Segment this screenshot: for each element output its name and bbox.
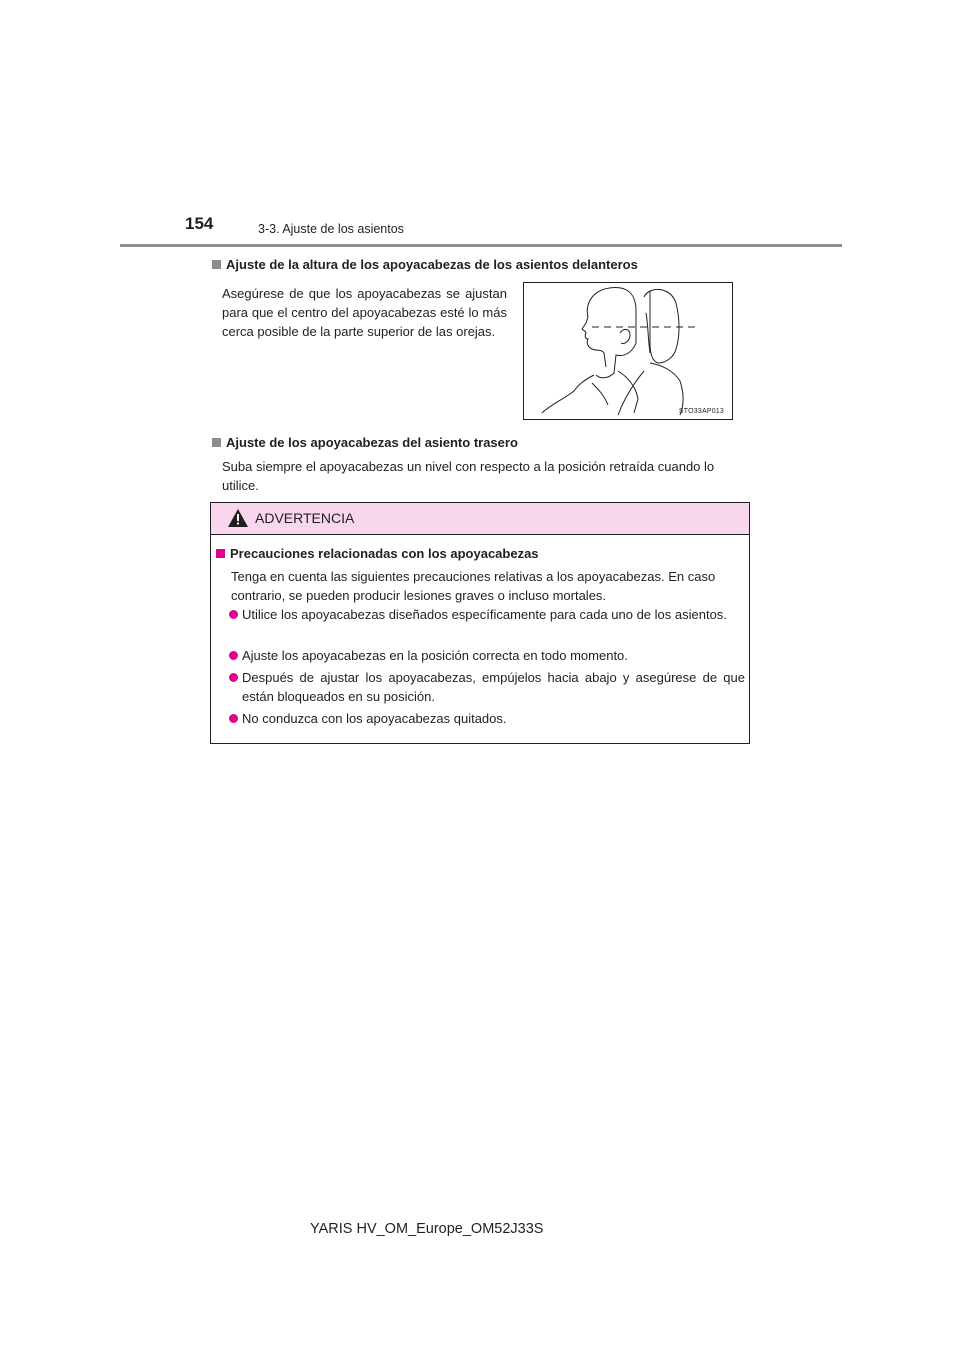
page-number: 154 [185,214,214,233]
square-bullet-icon [212,260,221,269]
warning-title: ADVERTENCIA [255,510,355,526]
warning-header [211,503,749,535]
section-title: 3-3. Ajuste de los asientos [258,222,404,236]
warning-triangle-icon [228,509,248,527]
circle-bullet-icon [229,673,238,682]
figure-code: STO33AP013 [678,408,724,415]
section-heading-front [212,257,638,272]
warning-bullet [229,668,745,706]
section-body-rear: Suba siempre el apoyacabezas un nivel con respecto a la posición retraída cuando lo utilice. [222,459,715,493]
header-divider [120,244,842,247]
section-heading-rear-text: Ajuste de los apoyacabezas del asiento trasero [226,435,518,450]
section-heading-front-text: Ajuste de la altura de los apoyacabezas de los asientos delanteros [226,257,638,272]
footer-doc-id: YARIS HV_OM_Europe_OM52J33S [310,1221,544,1237]
warning-bullet-text: No conduzca con los apoyacabezas quitados. [242,711,507,726]
square-bullet-icon [212,438,221,447]
warning-bullet-text: Después de ajustar los apoyacabezas, empújelos hacia abajo y asegúrese de que están bloqueados en su posición. [242,670,745,704]
warning-heading [216,546,539,561]
headrest-illustration [523,282,733,420]
section-body-front: Asegúrese de que los apoyacabezas se ajustan para que el centro del apoyacabezas esté lo más cerca posible de la parte superior de las orejas. [222,286,507,339]
circle-bullet-icon [229,714,238,723]
warning-heading-text: Precauciones relacionadas con los apoyacabezas [230,546,539,561]
warning-bullet-text: Utilice los apoyacabezas diseñados específicamente para cada uno de los asientos. [242,607,727,622]
warning-bullet [229,646,745,665]
warning-intro: Tenga en cuenta las siguientes precauciones relativas a los apoyacabezas. En caso contrario, se pueden producir lesiones graves o incluso mortales. [231,569,716,603]
warning-bullet-text: Ajuste los apoyacabezas en la posición correcta en todo momento. [242,648,628,663]
circle-bullet-icon [229,651,238,660]
warning-box [210,502,750,744]
warning-bullet [229,709,745,728]
headrest-drawing [524,283,732,419]
square-bullet-icon [216,549,225,558]
section-heading-rear [212,435,518,450]
warning-bullet [229,605,745,624]
circle-bullet-icon [229,610,238,619]
